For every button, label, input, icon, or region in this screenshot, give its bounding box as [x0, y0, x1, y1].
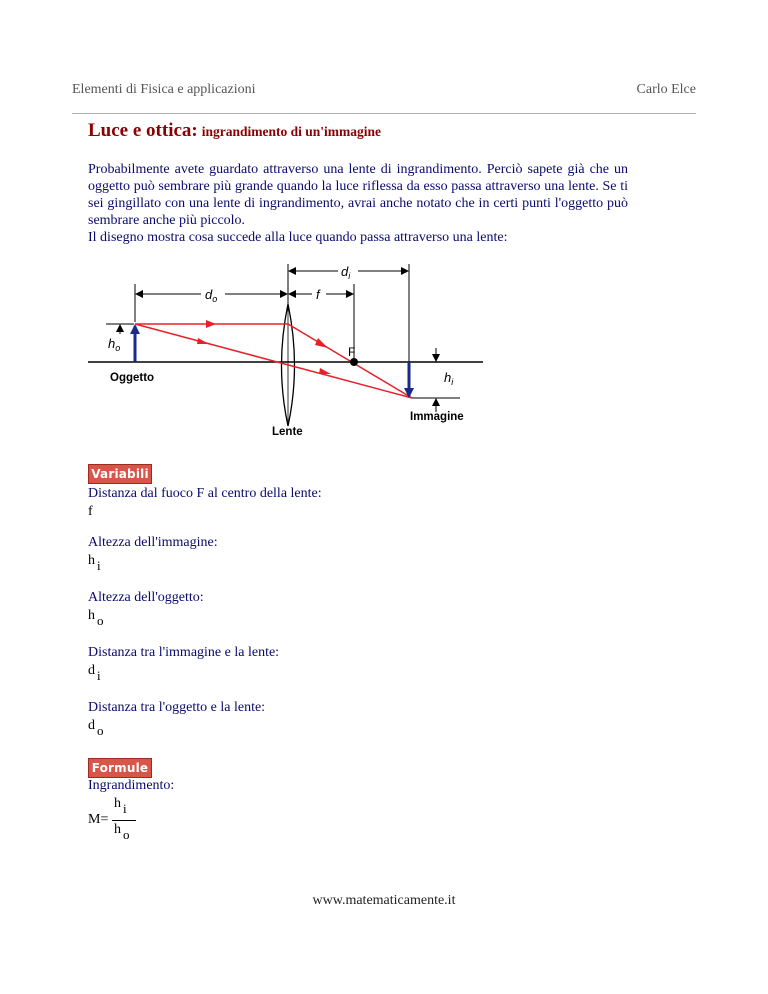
- variables-badge: Variabili: [88, 464, 152, 484]
- ray-direction-arrow: [197, 338, 209, 344]
- variable-label: Distanza tra l'immagine e la lente:: [88, 645, 280, 660]
- header-subject: Elementi di Fisica e applicazioni: [72, 82, 256, 97]
- di-label: $d_i$: [341, 264, 351, 281]
- formula-lhs: M=: [88, 812, 109, 827]
- variable-symbol: d $_i$: [88, 663, 101, 683]
- intro-paragraph: Probabilmente avete guardato attraverso una lente di ingrandimento. Perciò sapete già che un oggetto può sembrare più grande quando la luce riflessa da esso passa attraverso una lente. Se ti sei gingillato con una lente di ingrandimento, avrai anche notato che in certi punti l'oggetto può sembrare anche più piccolo.: [88, 162, 628, 228]
- variable-label: Distanza tra l'oggetto e la lente:: [88, 700, 266, 715]
- variable-symbol: f: [88, 504, 93, 519]
- variable-label: Altezza dell'immagine:: [88, 535, 218, 550]
- formula-numerator: h $_i$: [114, 796, 127, 816]
- title-main: Luce e ottica:: [88, 120, 198, 141]
- title-sub: ingrandimento di un'immagine: [201, 124, 382, 139]
- variable-label: Distanza dal fuoco F al centro della lente:: [88, 486, 322, 501]
- variable-label: Altezza dell'oggetto:: [88, 590, 204, 605]
- intro-text: [88, 161, 628, 246]
- formula-denominator: h $_o$: [114, 822, 130, 842]
- focal-point: [350, 358, 358, 366]
- fraction-bar: [112, 820, 136, 821]
- variable-symbol: d $_o$: [88, 718, 104, 738]
- page-title: [88, 120, 381, 142]
- ho-label: $h_o$: [108, 336, 121, 353]
- image-label: Immagine: [410, 411, 464, 423]
- ray-direction-arrow: [206, 320, 216, 328]
- page-header: [72, 82, 696, 104]
- intro-paragraph: Il disegno mostra cosa succede alla luce quando passa attraverso una lente:: [88, 230, 508, 245]
- formulas-badge: Formule: [88, 758, 152, 778]
- focal-label: F: [348, 345, 356, 359]
- do-label: $d_o$: [205, 287, 218, 304]
- magnification-formula: [88, 796, 158, 846]
- variable-symbol: h $_i$: [88, 553, 101, 573]
- ray-direction-arrow: [315, 338, 328, 348]
- formula-label: Ingrandimento:: [88, 778, 175, 793]
- header-author: Carlo Elce: [636, 82, 696, 97]
- footer-url: www.matematicamente.it: [312, 893, 456, 908]
- hi-label: $h_i$: [444, 370, 454, 387]
- variable-symbol: h $_o$: [88, 608, 104, 628]
- lens-label: Lente: [272, 426, 303, 438]
- f-label: f: [316, 287, 320, 302]
- header-divider: [72, 113, 696, 114]
- lens-diagram: [88, 258, 488, 440]
- center-ray: [135, 324, 412, 398]
- object-label: Oggetto: [110, 372, 155, 384]
- ray-direction-arrow: [319, 368, 331, 374]
